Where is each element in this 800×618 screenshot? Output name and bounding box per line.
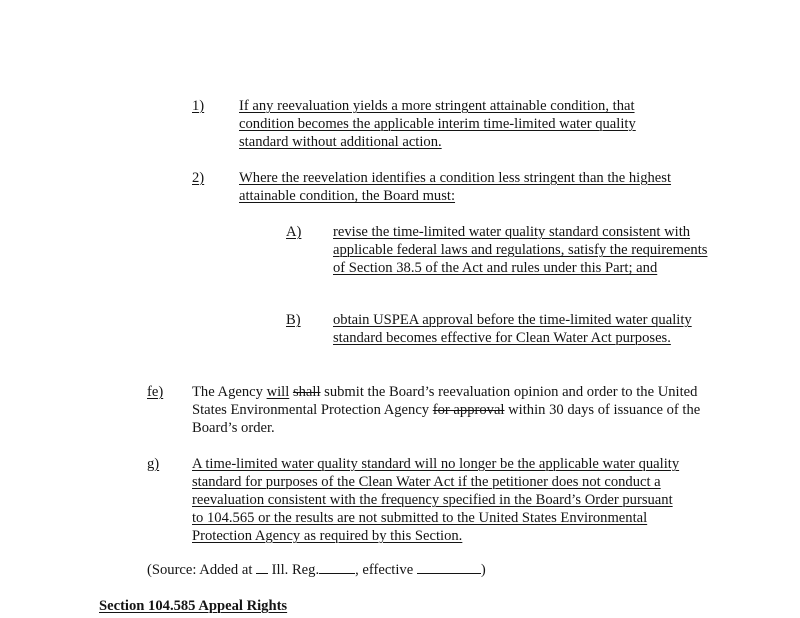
item-A-label: A) — [286, 224, 302, 240]
section-heading: Section 104.585 Appeal Rights — [99, 598, 288, 614]
item-fe-part3: within 30 days of issuance of the Board’s order. — [192, 402, 701, 436]
blank-register-volume — [256, 561, 268, 574]
item-fe-label: fe) — [147, 384, 164, 400]
item-B-label: B) — [286, 312, 301, 328]
source-note-part3: , effective — [355, 562, 417, 578]
item-fe-part2: submit the Board’s reevaluation opinion and order to the United States Environmental Protection Agency — [192, 384, 698, 418]
item-g — [147, 455, 687, 545]
item-2-label: 2) — [192, 170, 205, 186]
item-A-text: revise the time-limited water quality standard consistent with applicable federal laws and regulations, satisfy the requirements of Section 38.5 of the Act and rules under this Part; and — [333, 224, 708, 276]
item-2-text: Where the reevelation identifies a condition less stringent than the highest attainable condition, the Board must: — [239, 170, 672, 204]
item-fe-struck1: shall — [292, 384, 321, 400]
item-g-label: g) — [147, 456, 160, 472]
item-B — [286, 311, 698, 347]
item-B-text: obtain USPEA approval before the time-limited water quality standard becomes effective for Clean Water Act purposes. — [333, 312, 692, 346]
blank-effective-date — [417, 561, 481, 574]
item-1-label: 1) — [192, 98, 205, 114]
source-note-part4: ) — [480, 562, 486, 578]
item-1-text: If any reevaluation yields a more stringent attainable condition, that condition becomes the applicable interim time-limited water quality standard without additional action. — [239, 98, 636, 150]
item-fe — [147, 383, 702, 437]
item-2 — [192, 169, 712, 205]
item-fe-struck2: for approval — [432, 402, 505, 418]
item-1 — [192, 97, 672, 151]
item-fe-part1: The Agency — [192, 384, 267, 400]
source-note — [147, 561, 486, 579]
source-note-part2: Ill. Reg. — [268, 562, 320, 578]
item-fe-text — [192, 383, 702, 437]
blank-register-page — [319, 561, 355, 574]
source-note-part1: (Source: Added at — [147, 562, 257, 578]
item-g-text: A time-limited water quality standard will no longer be the applicable water quality standard for purposes of the Clean Water Act if the petitioner does not conduct a reevaluation consistent with the frequency specified in the Board’s Order pursuant to 104.565 or the results are not submitted to the United States Environmental Protection Agency as required by this Section. — [192, 456, 680, 544]
item-A — [286, 223, 711, 277]
item-fe-inserted: will — [266, 384, 290, 400]
